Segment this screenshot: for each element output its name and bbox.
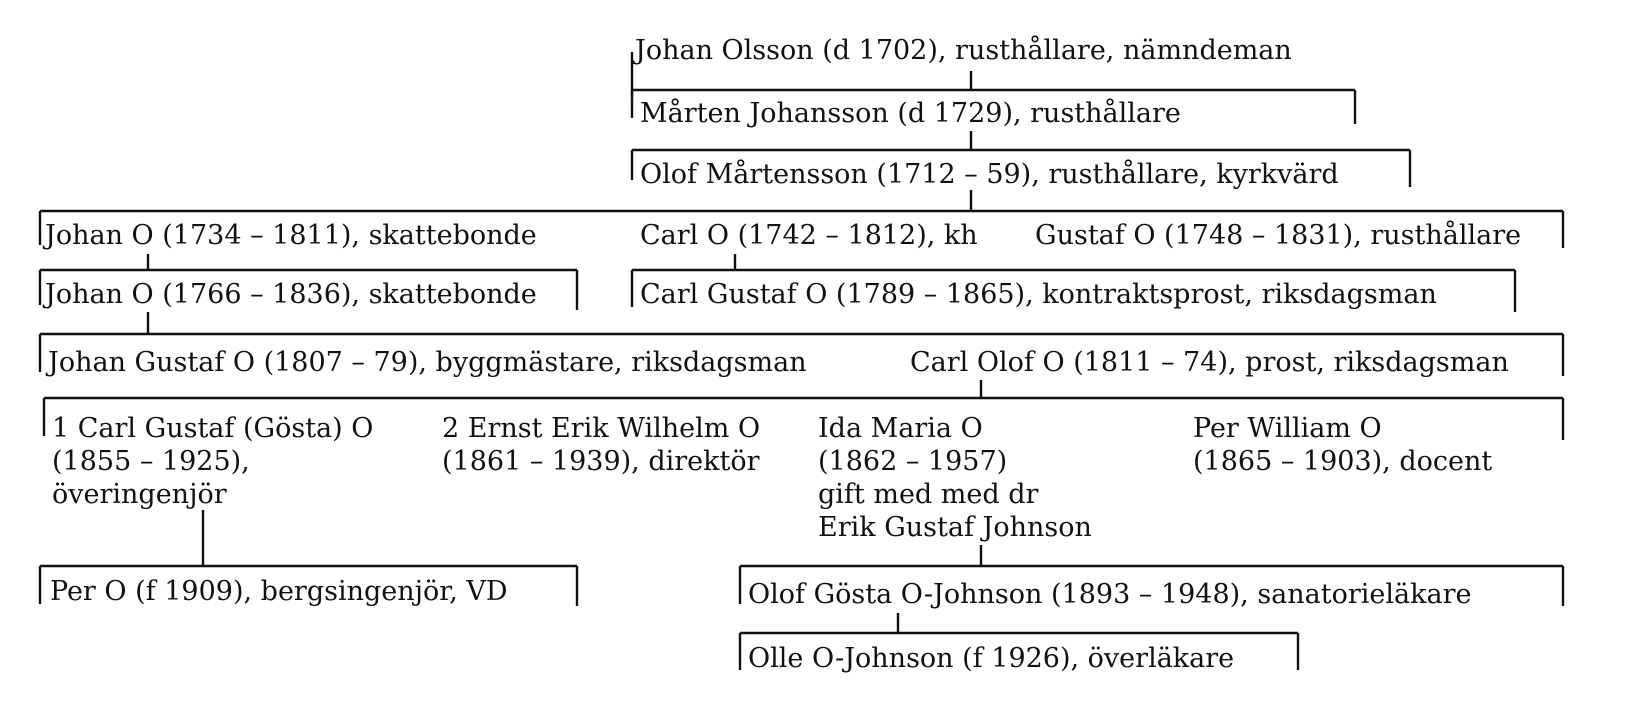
person-carl-olof-o-1811: Carl Olof O (1811 – 74), prost, riksdagsman (910, 347, 1509, 378)
person-olof-martensson: Olof Mårtensson (1712 – 59), rusthållare, kyrkvärd (640, 159, 1339, 190)
person-johan-o-1734: Johan O (1734 – 1811), skattebonde (45, 220, 537, 251)
person-carl-gustaf-gosta-o-line: (1855 – 1925), (52, 446, 250, 477)
person-carl-gustaf-gosta-o (52, 412, 373, 511)
person-johan-o-1766: Johan O (1766 – 1836), skattebonde (45, 279, 537, 310)
person-per-william-o-line: Per William O (1193, 413, 1382, 444)
person-carl-gustaf-o-1789: Carl Gustaf O (1789 – 1865), kontraktsprost, riksdagsman (640, 279, 1437, 310)
person-ida-maria-o (818, 412, 1092, 544)
person-ida-maria-o-line: Ida Maria O (818, 413, 983, 444)
person-olof-gosta-o-johnson: Olof Gösta O-Johnson (1893 – 1948), sanatorieläkare (748, 579, 1472, 610)
person-per-william-o-line: (1865 – 1903), docent (1193, 446, 1493, 477)
person-johan-gustaf-o-1807: Johan Gustaf O (1807 – 79), byggmästare, riksdagsman (48, 347, 807, 378)
person-ernst-erik-wilhelm-o-line: (1861 – 1939), direktör (442, 446, 760, 477)
person-ida-maria-o-line: (1862 – 1957) (818, 446, 1008, 477)
person-olle-o-johnson: Olle O-Johnson (f 1926), överläkare (748, 643, 1235, 674)
person-ernst-erik-wilhelm-o (442, 412, 760, 478)
person-carl-gustaf-gosta-o-line: 1 Carl Gustaf (Gösta) O (52, 413, 374, 444)
person-johan-olsson: Johan Olsson (d 1702), rusthållare, nämndeman (635, 35, 1292, 66)
person-gustaf-o-1748: Gustaf O (1748 – 1831), rusthållare (1035, 220, 1522, 251)
person-ernst-erik-wilhelm-o-line: 2 Ernst Erik Wilhelm O (442, 413, 761, 444)
person-marten-johansson: Mårten Johansson (d 1729), rusthållare (640, 98, 1181, 129)
person-ida-maria-o-line: gift med med dr (818, 479, 1039, 510)
person-carl-gustaf-gosta-o-line: överingenjör (52, 479, 227, 510)
person-carl-o-1742: Carl O (1742 – 1812), kh (640, 220, 978, 251)
person-per-william-o (1193, 412, 1492, 478)
person-ida-maria-o-line: Erik Gustaf Johnson (818, 512, 1092, 543)
person-per-o-1909: Per O (f 1909), bergsingenjör, VD (50, 576, 508, 607)
